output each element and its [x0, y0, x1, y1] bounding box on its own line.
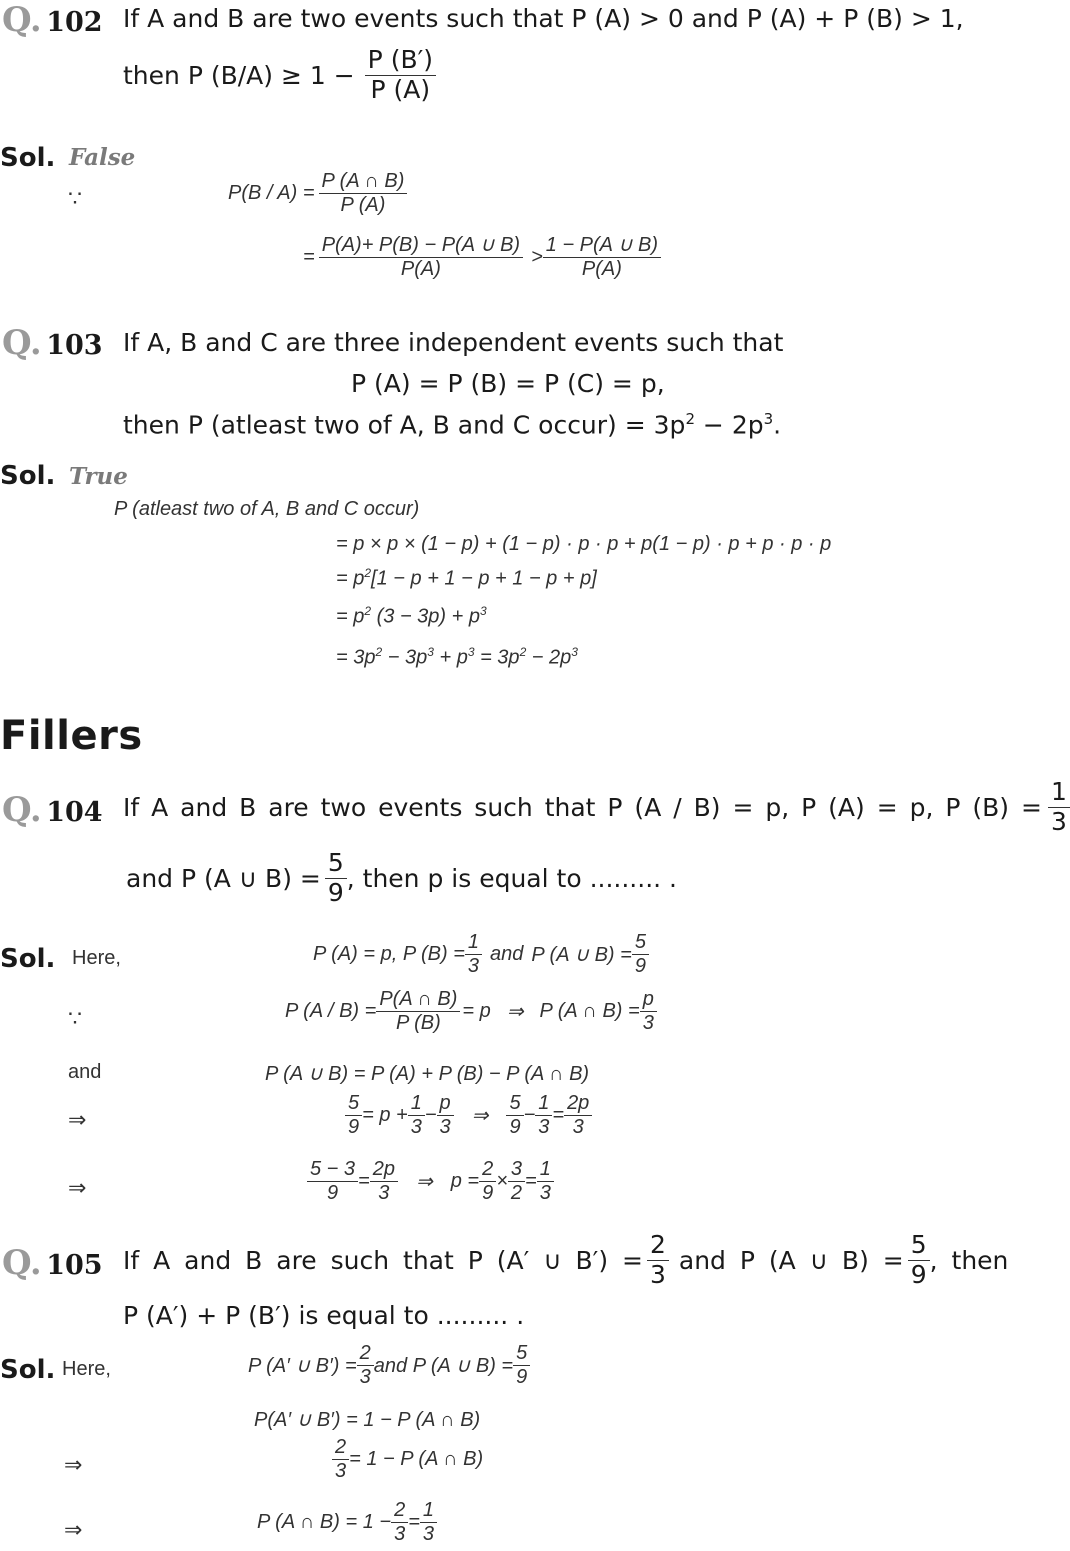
- q104-line1-fraction: [1048, 778, 1070, 837]
- r5-frac4: [508, 1158, 525, 1205]
- r4-a: P (A ∩ B) = 1 −: [257, 1511, 392, 1533]
- frac-den: 3: [439, 1116, 451, 1138]
- sup: 2: [364, 604, 372, 618]
- q104-line1: [123, 778, 1070, 837]
- q105-sol-row3: [332, 1436, 483, 1483]
- r4-frac2: [420, 1499, 437, 1546]
- q104-line2: [126, 849, 677, 908]
- frac-den: 9: [634, 955, 646, 977]
- frac-num: 1: [408, 1092, 425, 1116]
- frac-den: 3: [467, 955, 480, 977]
- frac-den: 2: [510, 1182, 523, 1204]
- frac-num: 5 − 3: [307, 1158, 358, 1182]
- question-number: 104: [46, 797, 103, 828]
- r1-frac1: [465, 931, 482, 978]
- q104-line2-b: , then p is equal to ......... .: [346, 863, 677, 893]
- q104-line2-fraction: [325, 849, 347, 908]
- frac-den: 9: [516, 1366, 528, 1388]
- r4-d: =: [552, 1104, 565, 1126]
- r2-b: = p: [462, 1000, 491, 1022]
- r2-a: P (A / B) =: [285, 1000, 377, 1022]
- question-number: 105: [46, 1250, 103, 1281]
- r4-b: −: [424, 1104, 437, 1126]
- r4-a: = p +: [362, 1104, 408, 1126]
- implies-arrow: ⇒: [415, 1171, 433, 1193]
- here-label: Here,: [62, 1358, 111, 1380]
- implies-arrow: ⇒: [64, 1517, 83, 1542]
- r1-frac2: [513, 1342, 530, 1389]
- frac-den: P (B): [395, 1012, 441, 1034]
- q103-header: [2, 323, 103, 363]
- frac-den: 3: [394, 1523, 406, 1545]
- frac-den: 3: [572, 1116, 584, 1138]
- sol-label: Sol.: [0, 1355, 56, 1385]
- frac-num: 3: [508, 1158, 525, 1182]
- q102-fraction: [365, 46, 436, 105]
- q-marker: Q.: [2, 0, 42, 40]
- r1-and: and: [490, 943, 524, 965]
- frac-den: 3: [359, 1366, 371, 1388]
- frac-num: 5: [506, 1092, 523, 1116]
- r4-frac3: [437, 1092, 454, 1139]
- step2-fraction2: [543, 234, 661, 281]
- q105-sol-row4: [257, 1499, 437, 1546]
- frac-den: 3: [335, 1460, 347, 1482]
- sol-label: Sol.: [0, 143, 56, 173]
- r2-frac1: [376, 988, 460, 1035]
- r5-d: =: [525, 1170, 537, 1192]
- q103-sol-line3: [336, 604, 487, 629]
- implies-arrow: ⇒: [64, 1452, 83, 1477]
- frac-num: 2: [391, 1499, 408, 1523]
- step2-den2: P(A): [581, 258, 622, 280]
- r5-b: p =: [450, 1170, 480, 1192]
- r4-frac6: [564, 1092, 592, 1139]
- r5-frac3: [479, 1158, 496, 1205]
- frac-den: 9: [910, 1259, 927, 1289]
- step1-lhs: P(B / A) =: [228, 182, 315, 204]
- implies-arrow: ⇒: [68, 1107, 87, 1132]
- q103-sol-line2: [336, 566, 597, 591]
- frac-num: 5: [325, 849, 347, 879]
- step2-fraction1: [319, 234, 523, 281]
- frac-num: p: [437, 1092, 454, 1116]
- frac-den: 3: [1050, 806, 1067, 836]
- q103-line3-a: then P (atleast two of A, B and C occur) = 3p: [123, 410, 686, 440]
- frac-den: 3: [642, 1012, 654, 1034]
- frac-num: 2: [332, 1436, 349, 1460]
- frac-num: 5: [345, 1092, 362, 1116]
- s2-b: [1 − p + 1 − p + 1 − p + p]: [371, 567, 597, 590]
- q104-sol-row2: [285, 988, 657, 1035]
- s4-a: = 3p: [336, 646, 376, 669]
- s3-b: (3 − 3p) + p: [371, 605, 481, 628]
- frac-den: 3: [649, 1259, 666, 1289]
- q102-frac-den: P (A): [370, 74, 431, 104]
- step2-num1: P(A)+ P(B) − P(A ∪ B): [319, 234, 523, 258]
- frac-den: 3: [538, 1116, 550, 1138]
- r3-a: = 1 − P (A ∩ B): [349, 1448, 484, 1470]
- implies-arrow: ⇒: [471, 1105, 489, 1127]
- q-marker: Q.: [2, 323, 42, 363]
- frac-num: 2: [647, 1231, 669, 1261]
- r5-a: =: [358, 1170, 370, 1192]
- question-number: 103: [46, 330, 103, 361]
- q105-frac2: [908, 1231, 930, 1290]
- implies-arrow: ⇒: [506, 1001, 524, 1023]
- r4-frac5: [535, 1092, 552, 1139]
- q103-line3-b: − 2p: [694, 410, 764, 440]
- q105-line1-c: , then: [929, 1245, 1009, 1275]
- frac-den: 3: [378, 1182, 390, 1204]
- step2-den1: P(A): [400, 258, 441, 280]
- s3-a: = p: [336, 605, 365, 628]
- q102-line2: [123, 46, 436, 105]
- s4-d: = 3p: [474, 646, 520, 669]
- sol-label: Sol.: [0, 944, 56, 974]
- q104-header: [2, 790, 103, 830]
- r4-b: =: [408, 1511, 420, 1533]
- step1-num: P (A ∩ B): [319, 170, 408, 194]
- r5-frac2: [370, 1158, 398, 1205]
- frac-num: p: [640, 988, 657, 1012]
- frac-num: 5: [632, 931, 649, 955]
- answer-true: True: [69, 463, 128, 490]
- q104-line2-a: and P (A ∪ B) =: [126, 863, 321, 893]
- step1-den: P (A): [340, 194, 386, 216]
- frac-num: 1: [420, 1499, 437, 1523]
- q102-header: [2, 0, 103, 40]
- r1-frac1: [357, 1342, 374, 1389]
- r4-frac1: [345, 1092, 362, 1139]
- frac-den: 9: [326, 1182, 339, 1204]
- r1-a: P (A) = p, P (B) =: [313, 943, 465, 965]
- r4-frac1: [391, 1499, 408, 1546]
- sol-label: Sol.: [0, 461, 56, 491]
- q103-line3: [123, 410, 781, 439]
- q102-line1: If A and B are two events such that P (A) > 0 and P (A) + P (B) > 1,: [123, 4, 964, 33]
- s4-b: − 3p: [382, 646, 428, 669]
- r5-frac5: [537, 1158, 554, 1205]
- r1-a: P (A′ ∪ B′) =: [248, 1355, 357, 1377]
- r4-frac4: [506, 1092, 523, 1139]
- r2-c: P (A ∩ B) =: [539, 1000, 640, 1022]
- sup: 3: [467, 645, 475, 659]
- frac-den: 3: [422, 1523, 434, 1545]
- r4-frac2: [408, 1092, 425, 1139]
- sup: 2: [364, 566, 372, 580]
- q102-frac-num: P (B′): [365, 46, 436, 76]
- q-marker: Q.: [2, 790, 42, 830]
- sup: 3: [571, 645, 578, 659]
- q-marker: Q.: [2, 1243, 42, 1283]
- s4-e: − 2p: [526, 646, 572, 669]
- sup: 3: [763, 410, 774, 428]
- answer-false: False: [69, 144, 136, 171]
- q104-sol-row4: [345, 1092, 592, 1139]
- r5-c: ×: [496, 1170, 508, 1192]
- r2-frac2: [640, 988, 657, 1035]
- q105-frac1: [647, 1231, 669, 1290]
- q103-sol-line1: = p × p × (1 − p) + (1 − p) · p · p + p(1 − p) · p + p · p · p: [336, 533, 832, 555]
- q105-line1-b: and P (A ∪ B) =: [678, 1245, 904, 1275]
- sup: 2: [519, 645, 527, 659]
- q103-line1: If A, B and C are three independent events such that: [123, 328, 784, 357]
- here-label: Here,: [72, 947, 121, 969]
- step2-gt: >: [531, 246, 543, 268]
- frac-num: P(A ∩ B): [376, 988, 460, 1012]
- sup: 2: [685, 410, 695, 428]
- sup: 3: [480, 604, 487, 618]
- r1-b: P (A ∪ B) =: [531, 944, 632, 966]
- frac-num: 5: [908, 1231, 930, 1261]
- q104-line1-text: If A and B are two events such that P (A / B) = p, P (A) = p, P (B) =: [123, 792, 1042, 822]
- q102-line2-text: then P (B/A) ≥ 1 −: [123, 60, 355, 90]
- frac-den: 9: [509, 1116, 521, 1138]
- step1-fraction: [319, 170, 408, 217]
- frac-den: 9: [348, 1116, 360, 1138]
- and-label: and: [68, 1061, 102, 1083]
- question-number: 102: [46, 7, 103, 38]
- frac-num: 2p: [564, 1092, 592, 1116]
- implies-arrow: ⇒: [68, 1175, 87, 1200]
- because-symbol: ∵: [68, 1006, 82, 1031]
- r4-c: −: [523, 1104, 536, 1126]
- step2-num2: 1 − P(A ∪ B): [543, 234, 661, 258]
- q103-line2: P (A) = P (B) = P (C) = p,: [351, 369, 665, 398]
- q104-sol-row1: [313, 931, 649, 978]
- q103-line3-c: .: [773, 410, 782, 440]
- q103-sol-line4: [336, 645, 578, 670]
- r1-frac2: [632, 931, 649, 978]
- frac-num: 1: [465, 931, 482, 955]
- s4-c: + p: [433, 646, 468, 669]
- frac-num: 1: [1048, 778, 1070, 808]
- q103-sol-line0: P (atleast two of A, B and C occur): [114, 498, 420, 520]
- frac-num: 2p: [370, 1158, 398, 1182]
- q105-sol-row2: P(A′ ∪ B′) = 1 − P (A ∩ B): [254, 1409, 481, 1431]
- frac-num: 1: [535, 1092, 552, 1116]
- q104-sol-row5: [307, 1158, 554, 1205]
- frac-den: 3: [410, 1116, 422, 1138]
- q104-sol-row3: P (A ∪ B) = P (A) + P (B) − P (A ∩ B): [265, 1063, 590, 1085]
- q105-line1-a: If A and B are such that P (A′ ∪ B′) =: [123, 1245, 643, 1275]
- r3-frac: [332, 1436, 349, 1483]
- frac-num: 2: [357, 1342, 374, 1366]
- q102-sol-step2: [303, 234, 661, 281]
- r1-b: and P (A ∪ B) =: [373, 1355, 514, 1377]
- frac-num: 2: [479, 1158, 496, 1182]
- because-symbol: ∵: [68, 186, 82, 211]
- frac-num: 1: [537, 1158, 554, 1182]
- section-heading: Fillers: [0, 713, 143, 759]
- q102-sol-step1: [228, 170, 407, 217]
- frac-den: 9: [327, 877, 344, 907]
- sup: 3: [427, 645, 434, 659]
- frac-den: 3: [539, 1182, 551, 1204]
- frac-den: 9: [482, 1182, 494, 1204]
- q105-line1: [123, 1231, 1008, 1290]
- q105-line2: P (A′) + P (B′) is equal to ......... .: [123, 1301, 525, 1330]
- s2-a: = p: [336, 567, 365, 590]
- step2-eq: =: [303, 246, 315, 268]
- frac-num: 5: [513, 1342, 530, 1366]
- q105-sol-row1: [248, 1342, 530, 1389]
- sup: 2: [375, 645, 383, 659]
- r5-frac1: [307, 1158, 358, 1205]
- q105-header: [2, 1243, 103, 1283]
